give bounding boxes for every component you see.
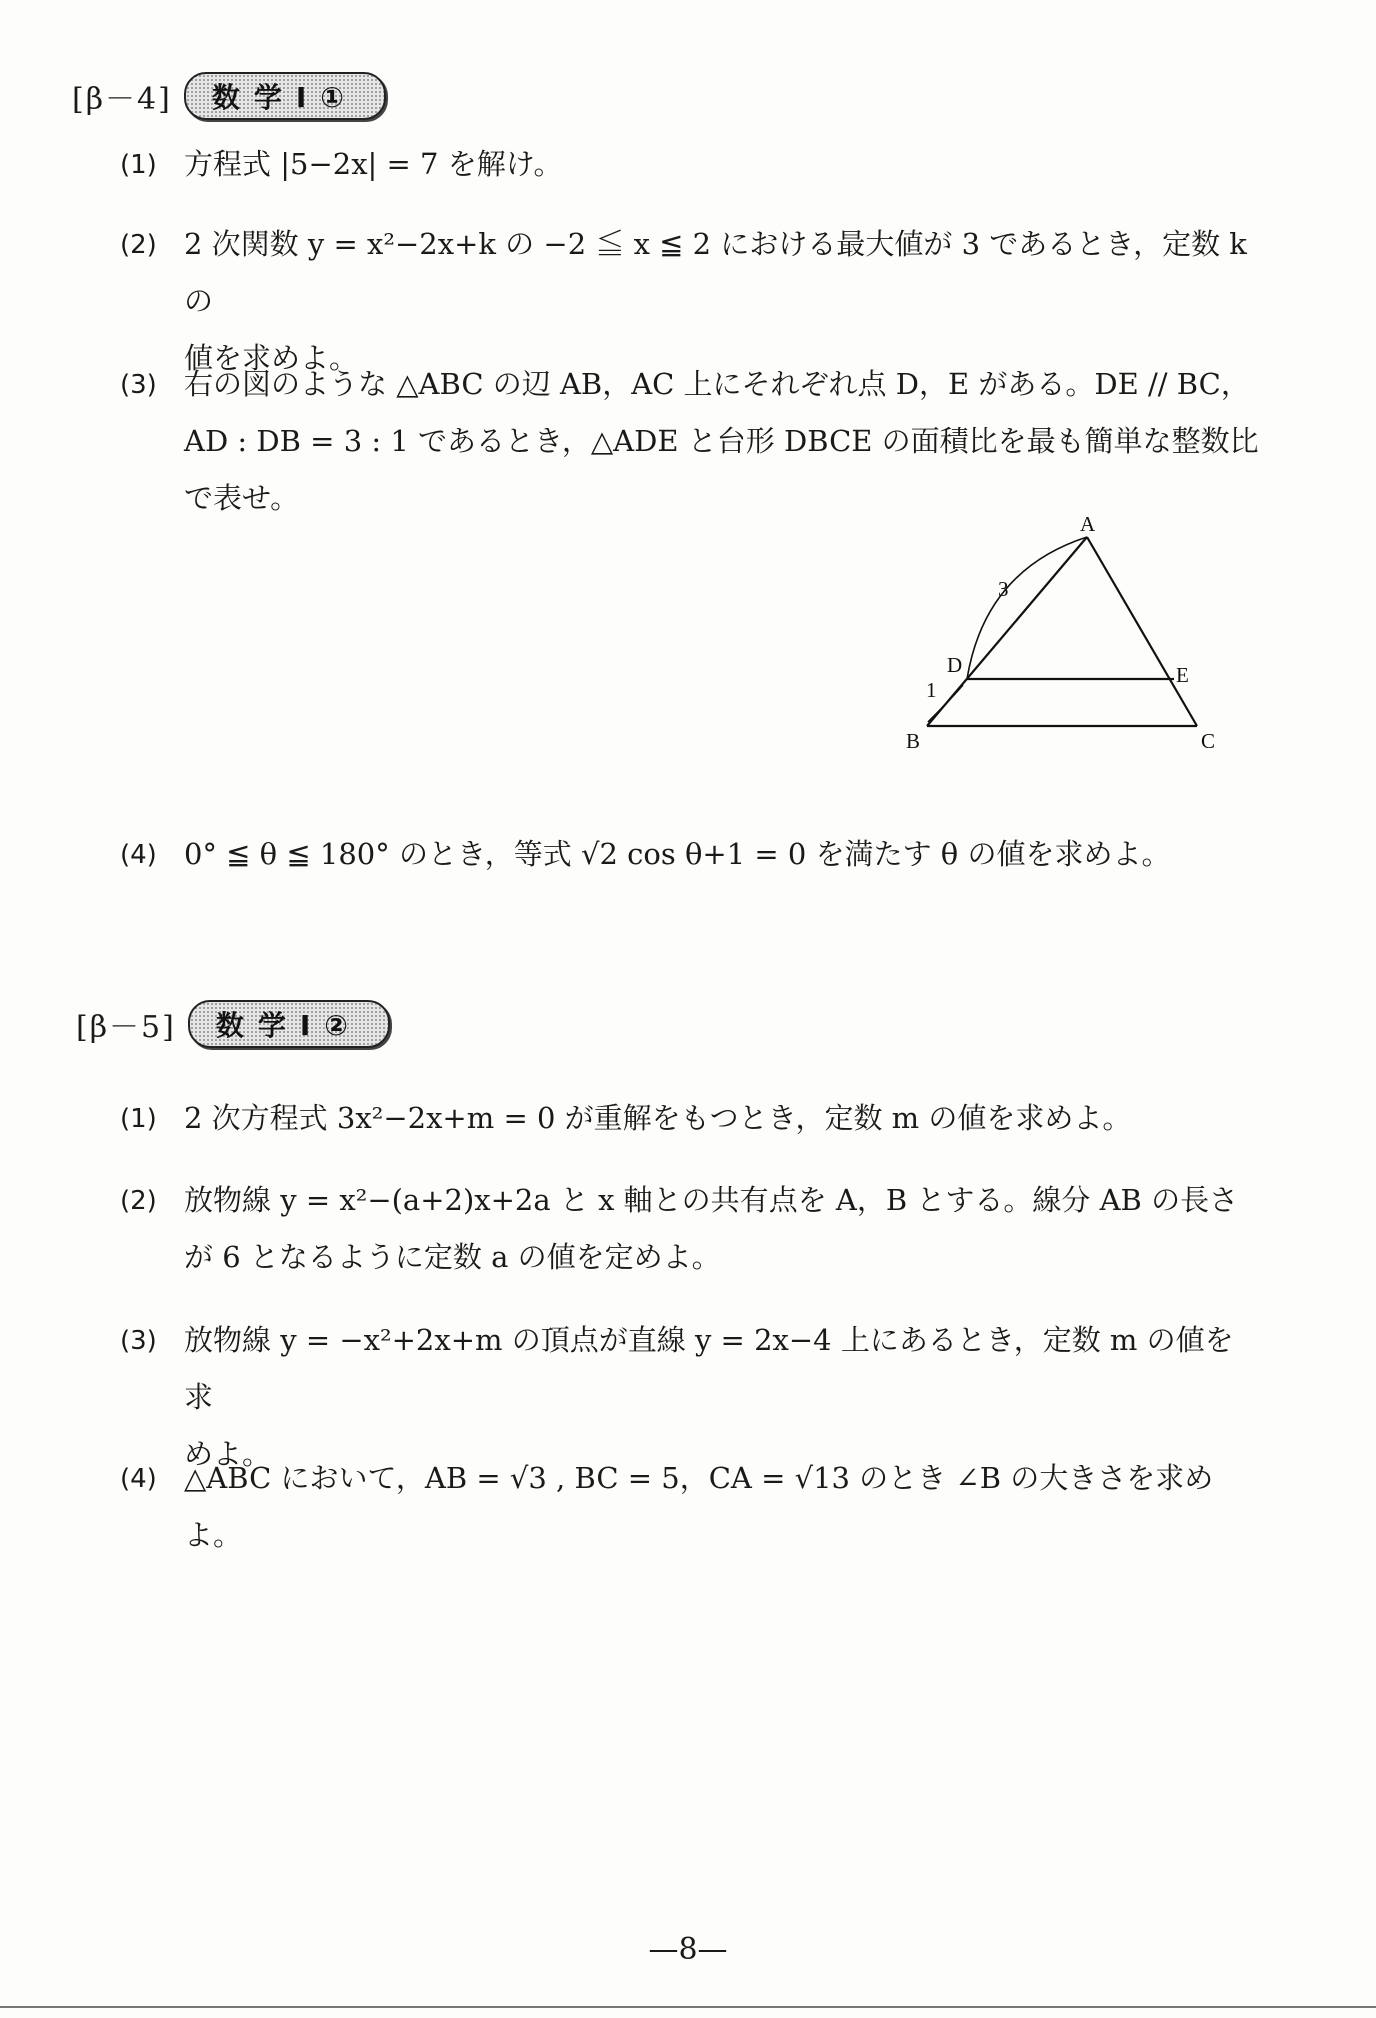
problem-text: 右の図のような △ABC の辺 AB，AC 上にそれぞれ点 D，E がある。DE // BC， AD : DB = 3 : 1 であるとき，△ADE と台形 DBCE の面積比を最も簡単な整数比 で表せ。 xyxy=(184,367,1259,515)
problem-number: (4) xyxy=(120,840,157,870)
section-4-badge: 数学Ⅰ① xyxy=(184,72,386,120)
label-a: A xyxy=(1080,512,1096,536)
problem-5-4 xyxy=(120,1450,1260,1564)
bottom-rule xyxy=(0,2006,1376,2008)
problem-text: 2 次関数 y = x²−2x+k の −2 ≦ x ≦ 2 における最大値が 3 であるとき，定数 k の 値を求めよ。 xyxy=(184,227,1247,375)
section-5-badge: 数学Ⅰ② xyxy=(188,1000,390,1048)
problem-text: 放物線 y = −x²+2x+m の頂点が直線 y = 2x−4 上にあるとき，定数 m の値を求 めよ。 xyxy=(184,1323,1234,1471)
triangle-figure xyxy=(890,510,1250,760)
problem-number: (2) xyxy=(120,230,157,260)
problem-text: 2 次方程式 3x²−2x+m = 0 が重解をもつとき，定数 m の値を求めよ。 xyxy=(184,1101,1132,1135)
problem-text: △ABC において，AB = √3 , BC = 5，CA = √13 のとき ∠B の大きさを求めよ。 xyxy=(184,1461,1214,1552)
label-e: E xyxy=(1176,663,1189,687)
problem-number: (1) xyxy=(120,150,157,180)
problem-number: (3) xyxy=(120,370,157,400)
problem-number: (1) xyxy=(120,1104,157,1134)
section-4-header xyxy=(72,72,386,120)
label-d: D xyxy=(947,653,963,677)
section-5-label: [β－5] xyxy=(76,1010,176,1045)
problem-5-2 xyxy=(120,1172,1260,1286)
label-ad-length: 3 xyxy=(998,577,1009,601)
triangle-diagram xyxy=(890,510,1250,760)
problem-4-3 xyxy=(120,356,1260,527)
side-ac xyxy=(1087,537,1197,726)
problem-4-1 xyxy=(120,136,1260,193)
problem-number: (3) xyxy=(120,1326,157,1356)
section-5-header xyxy=(76,1000,390,1048)
problem-text: 放物線 y = x²−(a+2)x+2a と x 軸との共有点を A，B とする。線分 AB の長さ が 6 となるように定数 a の値を定めよ。 xyxy=(184,1183,1239,1274)
problem-number: (4) xyxy=(120,1464,157,1494)
label-c: C xyxy=(1201,729,1216,753)
problem-5-1 xyxy=(120,1090,1260,1147)
problem-text: 方程式 |5−2x| = 7 を解け。 xyxy=(184,147,563,181)
label-b: B xyxy=(906,729,921,753)
problem-number: (2) xyxy=(120,1186,157,1216)
section-4-label: [β－4] xyxy=(72,82,172,117)
problem-text: 0° ≦ θ ≦ 180° のとき，等式 √2 cos θ+1 = 0 を満たす θ の値を求めよ。 xyxy=(184,837,1171,871)
problem-4-4 xyxy=(120,826,1260,883)
page-number: —8— xyxy=(648,1932,728,1967)
label-db-length: 1 xyxy=(926,678,937,702)
